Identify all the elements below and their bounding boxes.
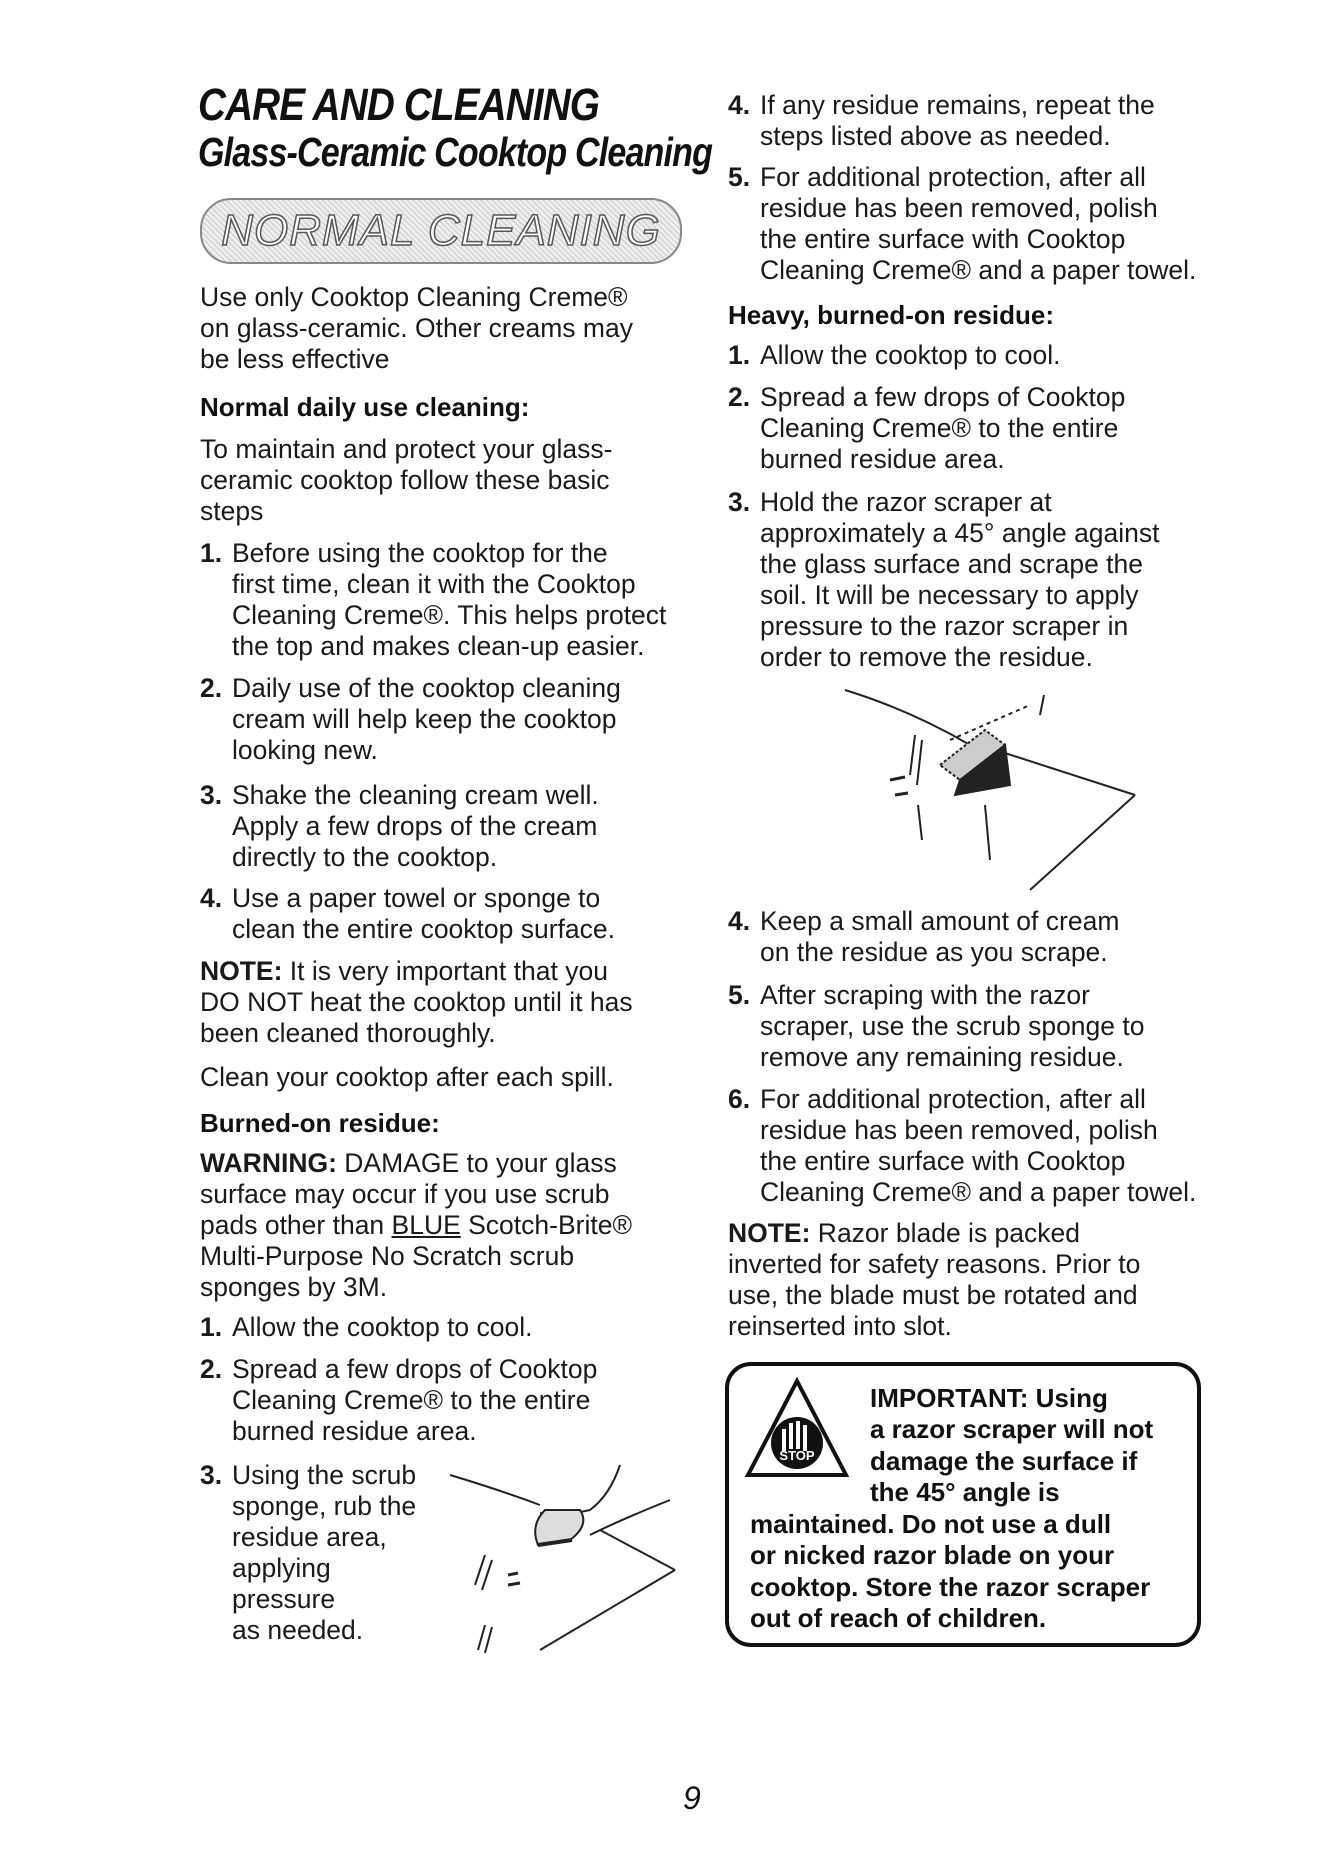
- step-line: Cleaning Creme®. This helps protect: [232, 600, 667, 630]
- scrub-sponge-illustration: [440, 1455, 680, 1655]
- banner-label: NORMAL CLEANING: [221, 206, 661, 255]
- important-line-7: cooktop. Store the razor scraper: [750, 1572, 1151, 1602]
- step-line: order to remove the residue.: [760, 642, 1093, 672]
- step-line: first time, clean it with the Cooktop: [232, 569, 636, 599]
- warning-line: Multi-Purpose No Scratch scrub: [200, 1241, 575, 1271]
- step-number: 3.: [200, 780, 223, 810]
- warning-block: [200, 1148, 632, 1303]
- step-line: Cleaning Creme® to the entire: [760, 413, 1119, 443]
- step-number: 1.: [200, 1312, 223, 1342]
- step-line: After scraping with the razor: [760, 980, 1090, 1010]
- step-number: 5.: [728, 162, 751, 192]
- step-line: sponge, rub the: [232, 1491, 417, 1521]
- intro-line-2: on glass-ceramic. Other creams may: [200, 313, 633, 343]
- intro-line-1: Use only Cooktop Cleaning Creme®: [200, 282, 628, 312]
- step-number: 2.: [728, 382, 751, 412]
- warning-line: DAMAGE to your glass: [336, 1148, 617, 1178]
- step-number: 1.: [200, 538, 223, 568]
- note-block: [200, 956, 633, 1049]
- important-line-3: damage the surface if: [870, 1446, 1138, 1476]
- step-line: pressure: [232, 1584, 336, 1614]
- step-line: applying: [232, 1553, 331, 1583]
- step-number: 1.: [728, 340, 751, 370]
- step-line: on the residue as you scrape.: [760, 937, 1108, 967]
- note-line: inverted for safety reasons. Prior to: [728, 1249, 1141, 1279]
- clean-after-spill: Clean your cooktop after each spill.: [200, 1062, 614, 1092]
- step-number: 6.: [728, 1084, 751, 1114]
- step-number: 2.: [200, 673, 223, 703]
- razor-note-block: [728, 1218, 1140, 1342]
- warning-line: Scotch-Brite®: [460, 1210, 632, 1240]
- step-number: 4.: [200, 883, 223, 913]
- step-line: Allow the cooktop to cool.: [232, 1312, 533, 1342]
- note-line: It is very important that you: [282, 956, 608, 986]
- step-line: soil. It will be necessary to apply: [760, 580, 1139, 610]
- step-line: steps listed above as needed.: [760, 121, 1111, 151]
- step-number: 3.: [728, 487, 751, 517]
- step-line: clean the entire cooktop surface.: [232, 914, 616, 944]
- step-line: Apply a few drops of the cream: [232, 811, 598, 841]
- step-line: Use a paper towel or sponge to: [232, 883, 601, 913]
- step-line: directly to the cooktop.: [232, 842, 498, 872]
- step-line: the entire surface with Cooktop: [760, 224, 1126, 254]
- normal-intro-2: ceramic cooktop follow these basic: [200, 465, 610, 495]
- step-line: cream will help keep the cooktop: [232, 704, 617, 734]
- note-line: use, the blade must be rotated and: [728, 1280, 1138, 1310]
- step-number: 5.: [728, 980, 751, 1010]
- note-line: Razor blade is packed: [810, 1218, 1081, 1248]
- page-title: CARE AND CLEANING: [198, 79, 600, 130]
- note-line: DO NOT heat the cooktop until it has: [200, 987, 633, 1017]
- step-line: burned residue area.: [232, 1416, 477, 1446]
- step-line: scraper, use the scrub sponge to: [760, 1011, 1145, 1041]
- stop-hand-icon: [742, 1375, 852, 1485]
- step-line: as needed.: [232, 1615, 364, 1645]
- step-line: Spread a few drops of Cooktop: [760, 382, 1126, 412]
- note-line: reinserted into slot.: [728, 1311, 952, 1341]
- step-line: For additional protection, after all: [760, 1084, 1146, 1114]
- step-line: the glass surface and scrape the: [760, 549, 1144, 579]
- step-line: the top and makes clean-up easier.: [232, 631, 645, 661]
- step-line: the entire surface with Cooktop: [760, 1146, 1126, 1176]
- note-line: been cleaned thoroughly.: [200, 1018, 496, 1048]
- page-number: 9: [683, 1780, 701, 1816]
- step-line: pressure to the razor scraper in: [760, 611, 1129, 641]
- important-line-5: maintained. Do not use a dull: [750, 1509, 1112, 1539]
- important-line-2: a razor scraper will not: [870, 1414, 1154, 1444]
- step-line: looking new.: [232, 735, 378, 765]
- step-line: approximately a 45° angle against: [760, 518, 1160, 548]
- important-line-8: out of reach of children.: [750, 1603, 1047, 1633]
- step-line: Daily use of the cooktop cleaning: [232, 673, 621, 703]
- step-number: 4.: [728, 906, 751, 936]
- step-line: Hold the razor scraper at: [760, 487, 1052, 517]
- step-line: If any residue remains, repeat the: [760, 90, 1155, 120]
- razor-scraper-illustration: [830, 685, 1160, 895]
- note-label: NOTE:: [728, 1218, 811, 1248]
- step-number: 4.: [728, 90, 751, 120]
- burned-heading: Burned-on residue:: [200, 1108, 440, 1138]
- step-line: Before using the cooktop for the: [232, 538, 608, 568]
- step-line: residue has been removed, polish: [760, 193, 1158, 223]
- step-line: Shake the cleaning cream well.: [232, 780, 599, 810]
- step-line: burned residue area.: [760, 444, 1005, 474]
- note-label: NOTE:: [200, 956, 283, 986]
- step-line: Cleaning Creme® and a paper towel.: [760, 255, 1197, 285]
- important-line-4: the 45° angle is: [870, 1477, 1060, 1507]
- step-line: For additional protection, after all: [760, 162, 1146, 192]
- step-line: Allow the cooktop to cool.: [760, 340, 1061, 370]
- step-number: 2.: [200, 1354, 223, 1384]
- warning-label: WARNING:: [200, 1148, 337, 1178]
- step-line: Using the scrub: [232, 1460, 417, 1490]
- step-line: residue area,: [232, 1522, 387, 1552]
- important-line-6: or nicked razor blade on your: [750, 1540, 1115, 1570]
- step-line: remove any remaining residue.: [760, 1042, 1124, 1072]
- normal-heading: Normal daily use cleaning:: [200, 392, 530, 422]
- step-line: Cleaning Creme® and a paper towel.: [760, 1177, 1197, 1207]
- warning-line: surface may occur if you use scrub: [200, 1179, 610, 1209]
- step-line: Spread a few drops of Cooktop: [232, 1354, 598, 1384]
- warning-blue: BLUE: [391, 1210, 461, 1240]
- step-line: Keep a small amount of cream: [760, 906, 1120, 936]
- warning-line: pads other than: [200, 1210, 392, 1240]
- warning-line: sponges by 3M.: [200, 1272, 388, 1302]
- normal-intro-3: steps: [200, 496, 264, 526]
- normal-intro-1: To maintain and protect your glass-: [200, 434, 613, 464]
- important-line-1: IMPORTANT: Using: [870, 1383, 1108, 1413]
- page-subtitle: Glass-Ceramic Cooktop Cleaning: [198, 129, 713, 175]
- heavy-heading: Heavy, burned-on residue:: [728, 300, 1055, 330]
- step-number: 3.: [200, 1460, 223, 1490]
- step-line: Cleaning Creme® to the entire: [232, 1385, 591, 1415]
- step-line: residue has been removed, polish: [760, 1115, 1158, 1145]
- stop-icon-text: STOP: [779, 1448, 815, 1463]
- intro-line-3: be less effective: [200, 344, 390, 374]
- normal-cleaning-banner: [200, 198, 682, 264]
